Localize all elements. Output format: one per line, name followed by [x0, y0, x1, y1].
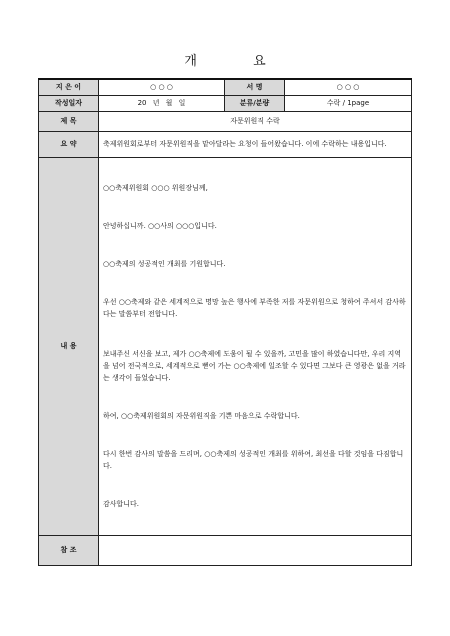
content-paragraph: 우선 ○○축제와 같은 세계적으로 명망 높은 행사에 부족한 저를 자문위원으로 청하여 주셔서 감사하다는 말씀부터 전합니다. — [103, 298, 406, 318]
signature-label: 서 명 — [225, 79, 285, 95]
content-paragraph: 안녕하십니까. ○○사의 ○○○입니다. — [103, 222, 217, 230]
content-paragraph: 하여, ○○축제위원회의 자문위원직을 기쁜 마음으로 수락합니다. — [103, 412, 300, 420]
row-summary — [39, 131, 412, 157]
date-label: 작성일자 — [39, 95, 99, 111]
date-value: 20 년 월 일 — [99, 95, 225, 111]
reference-value — [99, 535, 412, 565]
content-paragraph: 보내주신 서신을 보고, 제가 ○○축제에 도움이 될 수 있을까, 고민을 많이 하였습니다만, 우리 지역을 넘어 전국적으로, 세계적으로 뻗어 가는 ○○축제에 일조할 수 있다면 그보다 큰 영광은 없을 거라는 생각이 들었습니다. — [103, 350, 406, 382]
category-label: 분류/분량 — [225, 95, 285, 111]
row-content — [39, 157, 412, 535]
author-value: ○ ○ ○ — [99, 79, 225, 95]
document-form-table — [38, 78, 412, 566]
row-author — [39, 79, 412, 95]
signature-value: ○ ○ ○ — [285, 79, 412, 95]
content-label: 내 용 — [39, 157, 99, 535]
content-paragraph: ○○축제의 성공적인 개최를 기원합니다. — [103, 260, 226, 268]
row-date — [39, 95, 412, 111]
document-title: 개 요 — [184, 54, 292, 69]
content-paragraph: 감사합니다. — [103, 500, 140, 508]
content-paragraph: ○○축제위원회 ○○○ 위원장님께, — [103, 184, 208, 192]
category-value: 수락 / 1page — [285, 95, 412, 111]
reference-label: 참 조 — [39, 535, 99, 565]
summary-label: 요 약 — [39, 131, 99, 157]
subject-value: 자문위원직 수락 — [99, 111, 412, 131]
row-reference — [39, 535, 412, 565]
summary-value: 축제위원회로부터 자문위원직을 맡아달라는 요청이 들어왔습니다. 이에 수락하는 내용입니다. — [99, 131, 412, 157]
subject-label: 제 목 — [39, 111, 99, 131]
row-subject — [39, 111, 412, 131]
content-body — [99, 157, 412, 535]
author-label: 지 은 이 — [39, 79, 99, 95]
content-paragraph: 다시 한번 감사의 말씀을 드리며, ○○축제의 성공적인 개최를 위하여, 최선을 다할 것임을 다짐합니다. — [103, 450, 404, 470]
